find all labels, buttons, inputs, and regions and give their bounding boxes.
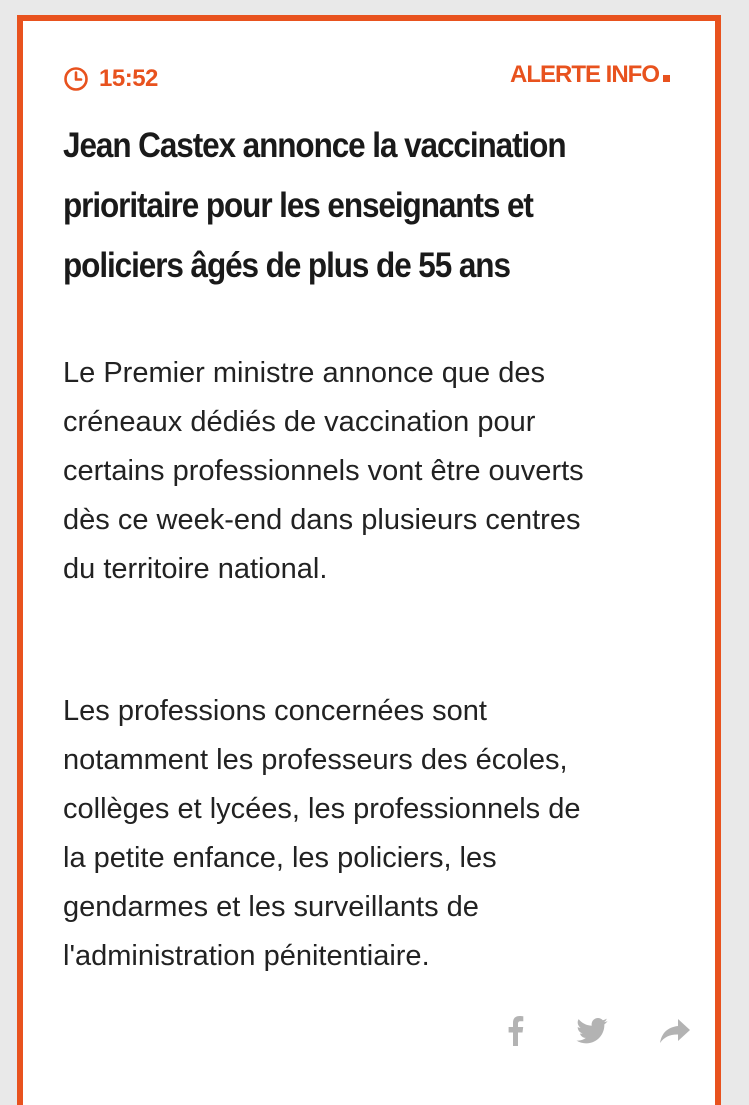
paragraph-line: collèges et lycées, les professionnels de: [63, 793, 581, 825]
time-text: 15:52: [99, 65, 158, 92]
paragraph-1: [63, 349, 703, 594]
alert-card: [17, 15, 721, 1105]
paragraph-line: Les professions concernées sont: [63, 695, 487, 727]
brand-label: [510, 61, 670, 89]
paragraph-line: l'administration pénitentiaire.: [63, 940, 430, 972]
paragraph-line: créneaux dédiés de vaccination pour: [63, 406, 536, 438]
headline: [63, 116, 693, 296]
twitter-icon: [576, 1018, 608, 1044]
timestamp: [63, 65, 158, 93]
paragraph-line: du territoire national.: [63, 553, 328, 585]
paragraph-line: la petite enfance, les policiers, les: [63, 842, 497, 874]
facebook-share-button[interactable]: [506, 1016, 524, 1046]
paragraph-2: [63, 687, 703, 981]
headline-line: Jean Castex annonce la vaccination: [63, 126, 566, 165]
brand-dot: [663, 75, 670, 82]
facebook-icon: [506, 1016, 524, 1046]
clock-icon: [63, 66, 89, 92]
paragraph-line: dès ce week-end dans plusieurs centres: [63, 504, 581, 536]
share-bar: [506, 1016, 690, 1046]
twitter-share-button[interactable]: [576, 1018, 608, 1044]
paragraph-line: gendarmes et les surveillants de: [63, 891, 479, 923]
headline-line: policiers âgés de plus de 55 ans: [63, 246, 510, 285]
share-button[interactable]: [660, 1019, 690, 1043]
paragraph-line: Le Premier ministre annonce que des: [63, 357, 545, 389]
headline-line: prioritaire pour les enseignants et: [63, 186, 533, 225]
paragraph-line: notamment les professeurs des écoles,: [63, 744, 568, 776]
share-arrow-icon: [660, 1019, 690, 1043]
paragraph-line: certains professionnels vont être ouverts: [63, 455, 584, 487]
brand-text: ALERTE INFO: [510, 61, 659, 88]
